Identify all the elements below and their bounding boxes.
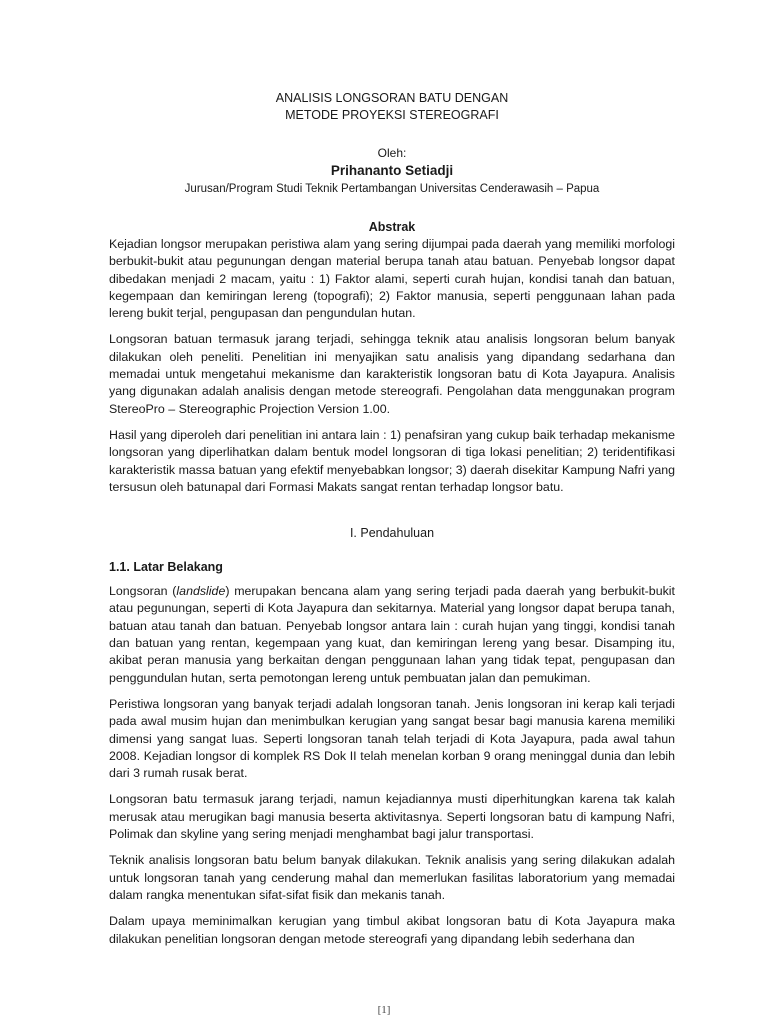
- section-heading: I. Pendahuluan: [349, 526, 435, 541]
- intro-paragraph: Dalam upaya meminimalkan kerugian yang timbul akibat longsoran batu di Kota Jayapura maka dilakukan penelitian longsoran dengan metode stereografi yang dipandang lebih sederhana dan: [109, 914, 675, 946]
- title-line-1: ANALISIS LONGSORAN BATU DENGAN: [275, 91, 509, 105]
- document-page: [109, 90, 675, 948]
- author-affiliation: Jurusan/Program Studi Teknik Pertambangan Universitas Cenderawasih – Papua: [184, 183, 600, 195]
- intro-text-rest: ) merupakan bencana alam yang sering terjadi pada daerah yang berbukit-bukit atau pegunungan, seperti di Kota Jayapura dan sekitarnya. Material yang longsor dapat berupa tanah, batuan atau tanah dan batuan. Penyebab longsor antara lain : curah hujan yang tinggi, kondisi tanah dan batuan yang rentan, kegempaan yang kuat, dan kemiringan lereng yang besar. Disamping itu, akibat peran manusia yang berkaitan dengan penggunaan lahan yang tidak tepat, pengupasan dan penggundulan hutan, serta pemotongan lereng untuk pembuatan jalan dan pemukiman.: [109, 584, 675, 685]
- subsection-heading: 1.1. Latar Belakang: [109, 560, 223, 575]
- italic-term: landslide: [176, 584, 226, 599]
- document-title: [109, 90, 675, 124]
- title-line-2: METODE PROYEKSI STEREOGRAFI: [285, 108, 499, 122]
- abstract-paragraph: Kejadian longsor merupakan peristiwa alam yang sering dijumpai pada daerah yang memiliki morfologi berbukit-bukit atau pegunungan dengan material berupa tanah atau batuan. Penyebab longsor dapat dibedakan menjadi 2 macam, yaitu : 1) Faktor alami, seperti curah hujan, kondisi tanah dan batuan, kegempaan dan kemiringan lereng (topografi); 2) Faktor manusia, seperti penggunaan lahan pada lereng bukit terjal, pengupasan dan pengundulan hutan.: [109, 237, 675, 321]
- abstract-paragraph: Hasil yang diperoleh dari penelitian ini antara lain : 1) penafsiran yang cukup baik terhadap mekanisme longsoran yang diperlihatkan dalam bentuk model longsoran di tiga lokasi penelitian; 2) teridentifikasi karakteristik massa batuan yang efektif menyebabkan longsor; 3) daerah disekitar Kampung Nafri yang tersusun oleh batunapal dari Formasi Makats sangat rentan terhadap longsor batu.: [109, 427, 675, 494]
- intro-paragraph: Teknik analisis longsoran batu belum banyak dilakukan. Teknik analisis yang sering dilakukan adalah untuk longsoran tanah yang cenderung mahal dan memerlukan fasilitas laboratorium yang memadai dalam rangka menentukan sifat-sifat fisik dan mekanis tanah.: [109, 853, 675, 902]
- intro-paragraph: [109, 583, 675, 687]
- abstract-paragraph: Longsoran batuan termasuk jarang terjadi, sehingga teknik atau analisis longsoran belum banyak dilakukan oleh peneliti. Penelitian ini menyajikan satu analisis yang dipandang sedarhana dan memadai untuk mengetahui mekanisme dan karakteristik longsoran batu di Kota Jayapura. Analisis yang digunakan adalah analisis dengan metode stereografi. Pengolahan data menggunakan program StereoPro – Stereographic Projection Version 1.00.: [109, 332, 675, 416]
- abstract-heading: Abstrak: [368, 220, 416, 234]
- intro-paragraph: Longsoran batu termasuk jarang terjadi, namun kejadiannya musti diperhitungkan karena tak kalah merusak atau merugikan bagi manusia beserta aktivitasnya. Seperti longsoran batu di kampung Nafri, Polimak dan skyline yang sering menjadi menghambat bagi jalur transportasi.: [109, 792, 675, 842]
- author-name: Prihananto Setiadji: [330, 163, 454, 178]
- byline-label: Oleh:: [377, 146, 407, 160]
- intro-paragraph: Peristiwa longsoran yang banyak terjadi adalah longsoran tanah. Jenis longsoran ini kerap kali terjadi pada awal musim hujan dan menimbulkan kerugian yang sangat besar bagi manusia karena memiliki dimensi yang sangat luas. Seperti longsoran tanah telah terjadi di Kota Jayapura, pada awal tahun 2008. Kejadian longsor di komplek RS Dok II telah menelan korban 9 orang meninggal dunia dan lebih dari 3 rumah rusak berat.: [109, 696, 675, 781]
- page-number: [1]: [377, 1004, 391, 1016]
- intro-text-start: Longsoran (: [109, 584, 177, 599]
